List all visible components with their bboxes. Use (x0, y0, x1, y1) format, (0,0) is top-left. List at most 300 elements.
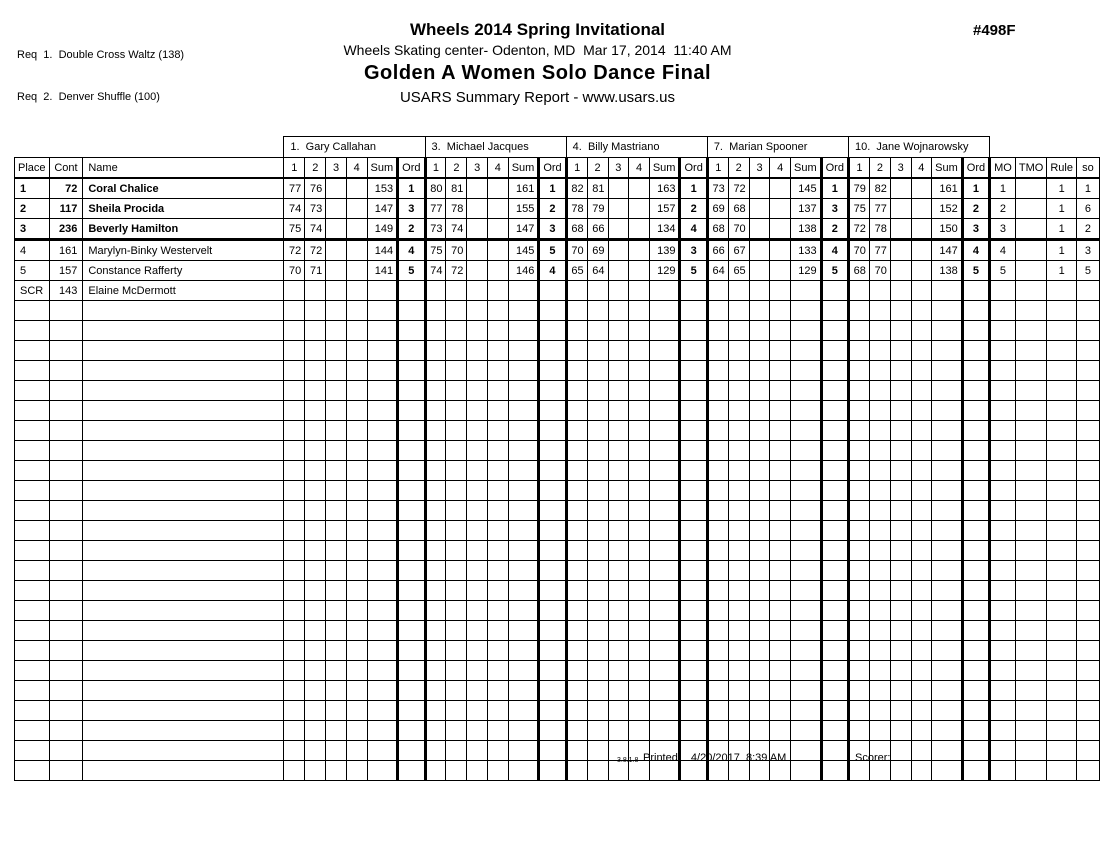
ordinal-cell (680, 601, 707, 621)
ordinal-cell (398, 761, 425, 781)
score-cell (890, 701, 911, 721)
header-judge5-3: 3 (890, 158, 911, 179)
score-cell (770, 321, 791, 341)
score-cell (707, 361, 728, 381)
skater-name-cell (83, 441, 284, 461)
score-cell (467, 281, 488, 301)
score-cell (587, 621, 608, 641)
sum-cell: 129 (791, 261, 822, 281)
mo-cell (990, 641, 1016, 661)
score-cell (346, 461, 367, 481)
score-cell: 70 (566, 240, 587, 261)
score-cell (629, 178, 650, 199)
place-cell (15, 561, 50, 581)
score-cell (848, 501, 869, 521)
rule-cell (1047, 401, 1077, 421)
so-cell (1076, 561, 1099, 581)
score-cell (707, 521, 728, 541)
score-cell (608, 219, 629, 240)
score-cell (869, 541, 890, 561)
results-table (14, 136, 1100, 781)
score-cell (467, 501, 488, 521)
contestant-number-cell (49, 561, 83, 581)
so-cell: 1 (1076, 178, 1099, 199)
header-cont: Cont (49, 158, 83, 179)
score-cell (728, 661, 749, 681)
score-cell (848, 361, 869, 381)
score-cell (566, 401, 587, 421)
score-cell: 76 (305, 178, 326, 199)
score-cell (728, 521, 749, 541)
score-cell (326, 761, 347, 781)
header-so: so (1076, 158, 1099, 179)
score-cell: 73 (707, 178, 728, 199)
judge-name-header-4: 7. Marian Spooner (707, 137, 848, 158)
score-cell: 69 (587, 240, 608, 261)
score-cell (728, 421, 749, 441)
score-cell: 68 (566, 219, 587, 240)
score-cell (728, 301, 749, 321)
ordinal-cell (680, 401, 707, 421)
score-cell (608, 461, 629, 481)
tmo-cell (1015, 441, 1046, 461)
score-cell (890, 441, 911, 461)
contestant-number-cell (49, 641, 83, 661)
score-cell: 77 (869, 199, 890, 219)
score-cell (890, 281, 911, 301)
skater-name-cell (83, 501, 284, 521)
score-cell (566, 581, 587, 601)
score-cell (467, 681, 488, 701)
score-cell (346, 321, 367, 341)
score-cell (749, 621, 770, 641)
sum-cell (367, 321, 398, 341)
score-cell (749, 601, 770, 621)
judge-header-spacer-right (990, 137, 1100, 158)
sum-cell (367, 741, 398, 761)
mo-cell (990, 301, 1016, 321)
score-cell (488, 561, 509, 581)
mo-cell (990, 721, 1016, 741)
mo-cell (990, 341, 1016, 361)
score-cell (629, 621, 650, 641)
ordinal-cell (398, 481, 425, 501)
score-cell (890, 178, 911, 199)
rule-cell (1047, 541, 1077, 561)
ordinal-cell (680, 721, 707, 741)
score-cell (305, 661, 326, 681)
score-cell (587, 501, 608, 521)
sum-cell (649, 621, 680, 641)
score-cell (446, 561, 467, 581)
score-cell (728, 601, 749, 621)
sum-cell: 157 (649, 199, 680, 219)
ordinal-cell (680, 561, 707, 581)
score-cell (488, 401, 509, 421)
rule-cell (1047, 501, 1077, 521)
so-cell (1076, 341, 1099, 361)
ordinal-cell (821, 601, 848, 621)
place-cell (15, 481, 50, 501)
sum-cell (932, 641, 963, 661)
ordinal-cell (398, 641, 425, 661)
score-cell (305, 401, 326, 421)
score-cell (467, 581, 488, 601)
score-cell (890, 199, 911, 219)
score-cell (911, 421, 932, 441)
score-cell (566, 701, 587, 721)
sum-cell (932, 561, 963, 581)
place-cell (15, 621, 50, 641)
score-cell (346, 301, 367, 321)
sum-cell: 137 (791, 199, 822, 219)
contestant-number-cell (49, 701, 83, 721)
ordinal-cell (962, 581, 989, 601)
header-judge5-4: 4 (911, 158, 932, 179)
sum-cell (649, 701, 680, 721)
place-cell (15, 421, 50, 441)
score-cell (446, 321, 467, 341)
score-cell (587, 481, 608, 501)
score-cell (305, 381, 326, 401)
score-cell (629, 681, 650, 701)
ordinal-cell (962, 621, 989, 641)
score-cell (346, 281, 367, 301)
score-cell: 68 (728, 199, 749, 219)
sum-cell (932, 541, 963, 561)
required-dance-2: Req 2. Denver Shuffle (100) (17, 91, 160, 103)
score-cell (911, 178, 932, 199)
skater-name-cell (83, 741, 284, 761)
score-cell (305, 741, 326, 761)
score-cell (467, 461, 488, 481)
score-cell (346, 240, 367, 261)
rule-cell: 1 (1047, 240, 1077, 261)
ordinal-cell (680, 701, 707, 721)
score-cell (467, 541, 488, 561)
score-cell (629, 281, 650, 301)
ordinal-cell (539, 501, 566, 521)
score-cell (284, 461, 305, 481)
score-cell: 75 (848, 199, 869, 219)
score-cell (707, 401, 728, 421)
score-cell (707, 381, 728, 401)
score-cell (284, 661, 305, 681)
score-cell (770, 501, 791, 521)
ordinal-cell (680, 661, 707, 681)
ordinal-cell (398, 661, 425, 681)
score-cell (446, 401, 467, 421)
score-cell (749, 261, 770, 281)
score-cell (488, 521, 509, 541)
header-name: Name (83, 158, 284, 179)
score-cell (326, 341, 347, 361)
contestant-number-cell (49, 361, 83, 381)
score-cell (869, 521, 890, 541)
skater-name-cell: Sheila Procida (83, 199, 284, 219)
ordinal-cell (539, 601, 566, 621)
score-cell (346, 361, 367, 381)
sum-cell (649, 341, 680, 361)
ordinal-cell (821, 441, 848, 461)
ordinal-cell (539, 481, 566, 501)
contestant-number-cell (49, 661, 83, 681)
place-cell: 5 (15, 261, 50, 281)
place-cell (15, 721, 50, 741)
ordinal-cell (962, 521, 989, 541)
sum-cell (508, 461, 539, 481)
score-cell (488, 361, 509, 381)
score-cell (911, 501, 932, 521)
score-cell (869, 501, 890, 521)
rule-cell (1047, 701, 1077, 721)
empty-row (15, 361, 1100, 381)
score-cell (284, 281, 305, 301)
score-cell (608, 321, 629, 341)
score-cell (770, 219, 791, 240)
score-cell (629, 240, 650, 261)
score-cell (707, 461, 728, 481)
score-cell (911, 761, 932, 781)
score-cell (284, 721, 305, 741)
ordinal-cell (398, 341, 425, 361)
score-cell (587, 441, 608, 461)
score-cell (488, 281, 509, 301)
sum-cell (649, 581, 680, 601)
header-judge5-2: 2 (869, 158, 890, 179)
score-cell (848, 661, 869, 681)
score-cell (749, 581, 770, 601)
ordinal-cell (962, 301, 989, 321)
score-cell (749, 178, 770, 199)
score-cell (890, 261, 911, 281)
score-cell: 69 (707, 199, 728, 219)
ordinal-cell (821, 701, 848, 721)
score-cell: 72 (446, 261, 467, 281)
sum-cell (649, 561, 680, 581)
score-cell (770, 178, 791, 199)
score-cell (346, 661, 367, 681)
score-cell (629, 219, 650, 240)
score-cell: 73 (305, 199, 326, 219)
sum-cell (367, 481, 398, 501)
tmo-cell (1015, 301, 1046, 321)
score-cell (770, 521, 791, 541)
score-cell (749, 321, 770, 341)
score-cell (284, 641, 305, 661)
score-cell (869, 481, 890, 501)
empty-row (15, 381, 1100, 401)
score-cell (305, 721, 326, 741)
score-cell (488, 721, 509, 741)
score-cell: 66 (707, 240, 728, 261)
score-cell (284, 521, 305, 541)
score-cell: 74 (305, 219, 326, 240)
header-judge1-ord: Ord (398, 158, 425, 179)
ordinal-cell (962, 681, 989, 701)
empty-row (15, 321, 1100, 341)
score-cell (446, 461, 467, 481)
ordinal-cell (398, 361, 425, 381)
score-cell (425, 301, 446, 321)
ordinal-cell (539, 761, 566, 781)
judge-header-spacer-left (15, 137, 284, 158)
score-cell (305, 581, 326, 601)
score-cell (587, 541, 608, 561)
score-cell (890, 521, 911, 541)
ordinal-cell (962, 441, 989, 461)
so-cell (1076, 721, 1099, 741)
ordinal-cell (821, 541, 848, 561)
ordinal-cell (539, 661, 566, 681)
ordinal-cell: 1 (821, 178, 848, 199)
sum-cell (932, 601, 963, 621)
score-cell (608, 501, 629, 521)
score-cell: 66 (587, 219, 608, 240)
header-judge3-1: 1 (566, 158, 587, 179)
score-cell (566, 341, 587, 361)
score-cell (446, 681, 467, 701)
score-cell: 74 (425, 261, 446, 281)
ordinal-cell (962, 281, 989, 301)
ordinal-cell (398, 441, 425, 461)
score-cell (707, 441, 728, 461)
so-cell: 5 (1076, 261, 1099, 281)
contestant-number-cell (49, 421, 83, 441)
score-cell (326, 521, 347, 541)
ordinal-cell (539, 621, 566, 641)
score-cell (467, 381, 488, 401)
rule-cell: 1 (1047, 261, 1077, 281)
score-cell (848, 601, 869, 621)
score-cell (629, 441, 650, 461)
score-cell (911, 199, 932, 219)
ordinal-cell (821, 641, 848, 661)
mo-cell (990, 701, 1016, 721)
score-cell (869, 461, 890, 481)
so-cell: 6 (1076, 199, 1099, 219)
score-cell (425, 641, 446, 661)
score-cell (305, 681, 326, 701)
score-cell (284, 601, 305, 621)
header-judge3-sum: Sum (649, 158, 680, 179)
score-cell (770, 601, 791, 621)
score-cell: 70 (869, 261, 890, 281)
score-cell (346, 341, 367, 361)
score-cell (629, 381, 650, 401)
ordinal-cell (962, 701, 989, 721)
score-cell (629, 561, 650, 581)
score-cell (425, 741, 446, 761)
tmo-cell (1015, 240, 1046, 261)
score-cell (608, 240, 629, 261)
printed-label: Printed: (643, 752, 681, 764)
header-judge1-3: 3 (326, 158, 347, 179)
place-cell (15, 681, 50, 701)
skater-row (15, 199, 1100, 219)
sum-cell (508, 321, 539, 341)
score-cell (346, 741, 367, 761)
score-cell (305, 341, 326, 361)
sum-cell (791, 481, 822, 501)
tmo-cell (1015, 341, 1046, 361)
sum-cell: 150 (932, 219, 963, 240)
ordinal-cell (398, 501, 425, 521)
score-cell (284, 301, 305, 321)
event-number: #498F (973, 22, 1016, 39)
ordinal-cell (821, 281, 848, 301)
place-cell (15, 701, 50, 721)
score-cell (446, 641, 467, 661)
sum-cell (367, 401, 398, 421)
empty-row (15, 401, 1100, 421)
score-cell (425, 461, 446, 481)
score-cell (629, 661, 650, 681)
score-cell (326, 501, 347, 521)
ordinal-cell (398, 541, 425, 561)
score-cell (890, 661, 911, 681)
sum-cell (791, 741, 822, 761)
ordinal-cell (539, 361, 566, 381)
header-judge1-1: 1 (284, 158, 305, 179)
ordinal-cell (821, 741, 848, 761)
score-cell (770, 461, 791, 481)
sum-cell (367, 441, 398, 461)
score-cell (284, 421, 305, 441)
score-cell (326, 721, 347, 741)
score-cell (566, 721, 587, 741)
sum-cell (932, 681, 963, 701)
sum-cell (367, 761, 398, 781)
mo-cell: 2 (990, 199, 1016, 219)
score-cell (305, 441, 326, 461)
ordinal-cell (539, 441, 566, 461)
score-cell (346, 501, 367, 521)
skater-name-cell: Beverly Hamilton (83, 219, 284, 240)
mo-cell (990, 621, 1016, 641)
score-cell (305, 641, 326, 661)
ordinal-cell: 5 (962, 261, 989, 281)
score-cell (848, 481, 869, 501)
score-cell (911, 321, 932, 341)
score-cell (566, 561, 587, 581)
score-cell (326, 461, 347, 481)
score-cell (770, 401, 791, 421)
sum-cell (932, 381, 963, 401)
score-cell (629, 501, 650, 521)
score-cell (629, 199, 650, 219)
score-cell (305, 281, 326, 301)
score-cell (890, 741, 911, 761)
ordinal-cell (821, 761, 848, 781)
ordinal-cell (962, 381, 989, 401)
sum-cell (791, 321, 822, 341)
score-cell (707, 601, 728, 621)
empty-row (15, 681, 1100, 701)
score-cell (346, 681, 367, 701)
score-cell (425, 541, 446, 561)
score-cell (488, 581, 509, 601)
score-cell (284, 401, 305, 421)
empty-row (15, 421, 1100, 441)
score-cell (305, 521, 326, 541)
score-cell (326, 321, 347, 341)
score-cell: 73 (425, 219, 446, 240)
score-cell (425, 701, 446, 721)
score-cell: 65 (728, 261, 749, 281)
ordinal-cell: 4 (962, 240, 989, 261)
skater-name-cell (83, 521, 284, 541)
